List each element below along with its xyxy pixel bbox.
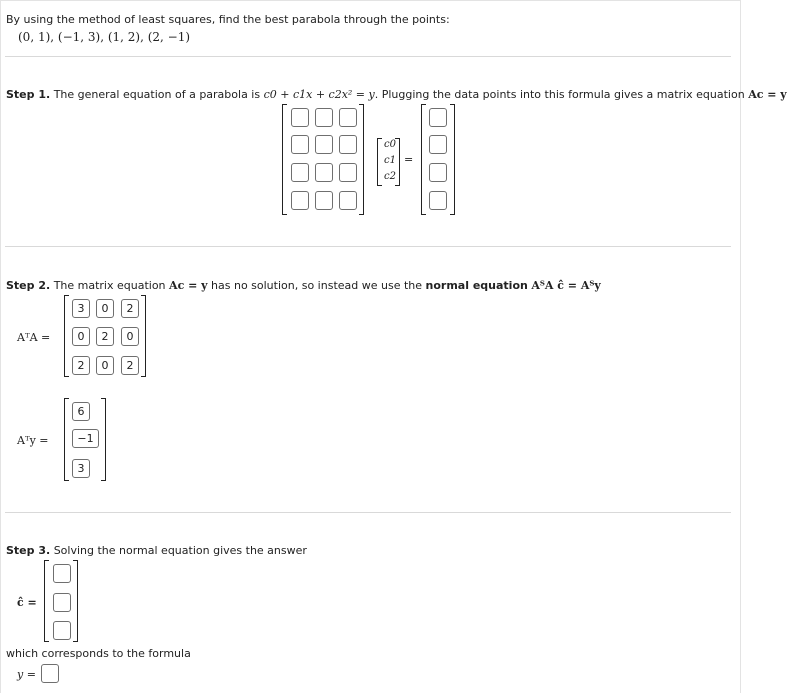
matrix-a-cell-input[interactable] <box>339 163 357 182</box>
matrix-a-cell-input[interactable] <box>291 191 309 210</box>
ata-cell[interactable]: 2 <box>121 356 139 375</box>
ata-label: AᵀA = <box>17 331 51 344</box>
step1-text <box>6 88 787 101</box>
aty-cell[interactable]: 6 <box>72 402 90 421</box>
coef-left-bracket <box>377 138 382 186</box>
formula-input[interactable] <box>41 664 59 683</box>
divider <box>5 512 731 513</box>
vector-y-cell-input[interactable] <box>429 163 447 182</box>
aty-cell[interactable]: 3 <box>72 459 90 478</box>
aty-label: Aᵀy = <box>17 434 49 447</box>
coef-right-bracket <box>395 138 400 186</box>
matrix-a-cell-input[interactable] <box>315 163 333 182</box>
ata-right-bracket <box>141 295 146 377</box>
chat-label: ĉ = <box>17 596 37 609</box>
problem-intro: By using the method of least squares, find the best parabola through the points: <box>6 13 450 26</box>
vector-y-left-bracket <box>421 104 426 215</box>
step2-text <box>6 279 601 292</box>
step2-text-b: has no solution, so instead we use the <box>211 279 423 292</box>
chat-left-bracket <box>44 560 49 642</box>
step2-label: Step 2. <box>6 279 51 292</box>
matrix-a-cell-input[interactable] <box>315 108 333 127</box>
matrix-a-cell-input[interactable] <box>291 108 309 127</box>
chat-cell-input[interactable] <box>53 621 71 640</box>
equals-sign: = <box>404 153 414 166</box>
coef-c1: c1 <box>384 155 396 166</box>
step3-text-body: Solving the normal equation gives the answer <box>53 544 307 557</box>
step1-label: Step 1. <box>6 88 51 101</box>
vector-y-cell-input[interactable] <box>429 191 447 210</box>
ata-left-bracket <box>64 295 69 377</box>
chat-cell-input[interactable] <box>53 593 71 612</box>
matrix-a-cell-input[interactable] <box>291 163 309 182</box>
vector-y-cell-input[interactable] <box>429 108 447 127</box>
normal-equation: AᵀA ĉ = Aᵀy <box>531 279 601 292</box>
coef-c2: c2 <box>384 171 396 182</box>
ata-cell[interactable]: 2 <box>96 327 114 346</box>
ata-cell[interactable]: 0 <box>96 299 114 318</box>
vector-y-right-bracket <box>450 104 455 215</box>
aty-left-bracket <box>64 398 69 481</box>
step1-text-a: The general equation of a parabola is <box>53 88 261 101</box>
y-label: y = <box>17 668 36 681</box>
matrix-a-cell-input[interactable] <box>315 135 333 154</box>
formula-text: which corresponds to the formula <box>6 647 191 660</box>
matrix-a-cell-input[interactable] <box>339 108 357 127</box>
chat-cell-input[interactable] <box>53 564 71 583</box>
step3-label: Step 3. <box>6 544 51 557</box>
ata-cell[interactable]: 3 <box>72 299 90 318</box>
ata-cell[interactable]: 2 <box>72 356 90 375</box>
matrix-a-cell-input[interactable] <box>339 135 357 154</box>
step1-matrix-eq: Ac = y <box>748 88 787 101</box>
divider <box>5 246 731 247</box>
vector-y-cell-input[interactable] <box>429 135 447 154</box>
normal-equation-label: normal equation <box>425 279 528 292</box>
ata-cell[interactable]: 0 <box>121 327 139 346</box>
aty-cell[interactable]: −1 <box>72 429 99 448</box>
chat-right-bracket <box>73 560 78 642</box>
matrix-a-cell-input[interactable] <box>315 191 333 210</box>
step1-equation: c0 + c1x + c2x² = y <box>263 88 375 101</box>
problem-points: (0, 1), (−1, 3), (1, 2), (2, −1) <box>18 30 191 44</box>
aty-right-bracket <box>101 398 106 481</box>
matrix-a-cell-input[interactable] <box>291 135 309 154</box>
matrix-a-left-bracket <box>282 104 287 215</box>
ata-cell[interactable]: 0 <box>96 356 114 375</box>
ata-cell[interactable]: 2 <box>121 299 139 318</box>
step1-text-b: . Plugging the data points into this formula gives a matrix equation <box>374 88 745 101</box>
matrix-a-cell-input[interactable] <box>339 191 357 210</box>
step2-matrix-eq: Ac = y <box>169 279 208 292</box>
step3-text <box>6 544 307 557</box>
step2-text-a: The matrix equation <box>53 279 166 292</box>
coef-c0: c0 <box>384 139 396 150</box>
ata-cell[interactable]: 0 <box>72 327 90 346</box>
matrix-a-right-bracket <box>359 104 364 215</box>
divider <box>5 56 731 57</box>
